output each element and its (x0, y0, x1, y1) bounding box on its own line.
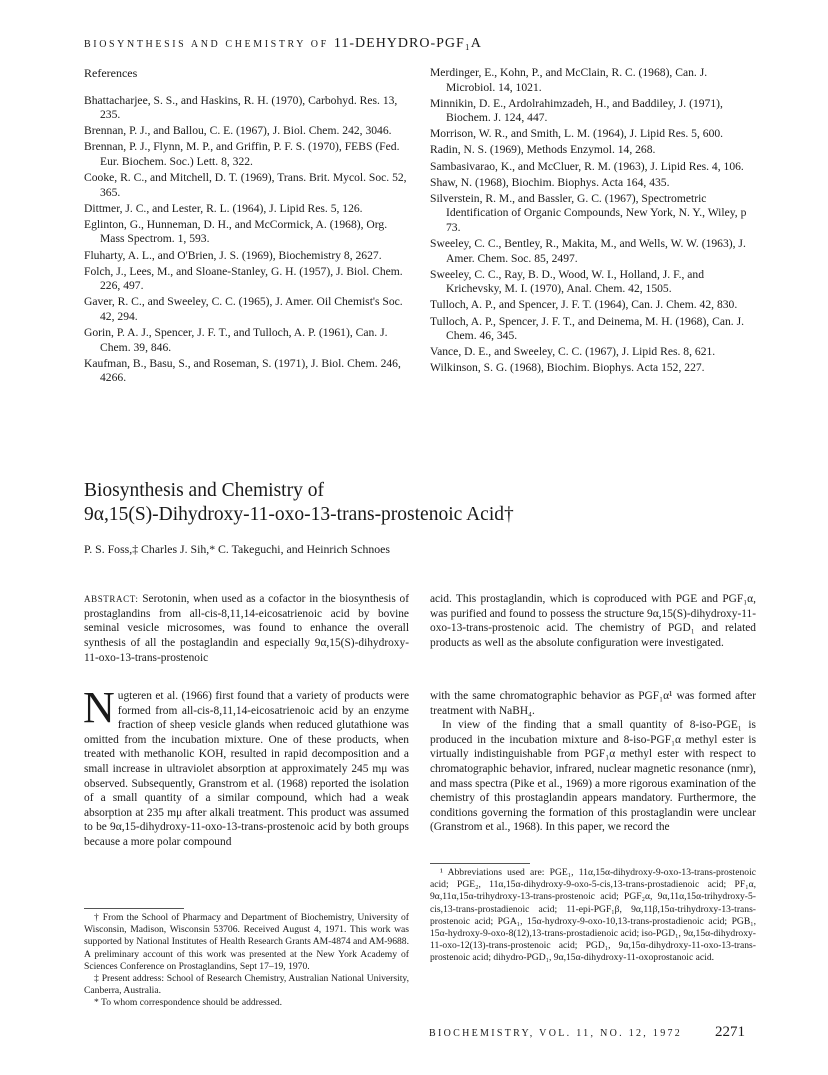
reference-entry: Dittmer, J. C., and Lester, R. L. (1964), J. Lipid Res. 5, 126. (84, 201, 363, 215)
running-head (84, 36, 482, 52)
article-title-line1: Biosynthesis and Chemistry of (84, 480, 324, 501)
reference-entry: Kaufman, B., Basu, S., and Roseman, S. (1971), J. Biol. Chem. 246, 4266. (84, 356, 401, 385)
article-title-line2: 9α,15(S)-Dihydroxy-11-oxo-13-trans-prostenoic Acid† (84, 504, 514, 525)
footnote: * To whom correspondence should be addressed. (94, 997, 283, 1009)
reference-entry: Minnikin, D. E., Ardolrahimzadeh, H., and Baddiley, J. (1971), Biochem. J. 124, 447. (430, 96, 723, 125)
body-right-column (430, 689, 756, 835)
footnotes-right (430, 867, 756, 965)
reference-entry: Fluharty, A. L., and O'Brien, J. S. (1969), Biochemistry 8, 2627. (84, 248, 382, 262)
running-head-compound: 11-DEHYDRO-PGF₁Α (333, 36, 482, 51)
reference-entry: Silverstein, R. M., and Bassler, G. C. (1967), Spectrometric Identification of Organic Compounds, New York, N. Y., Wiley, p 73. (430, 191, 747, 234)
reference-entry: Sambasivarao, K., and McCluer, R. M. (1963), J. Lipid Res. 4, 106. (430, 159, 744, 173)
abstract-left (84, 592, 409, 666)
abstract-right: acid. This prostaglandin, which is coproduced with PGE and PGF₁α, was purified and found to possess the structure 9α,15(S)-dihydroxy-11-oxo-13-trans-prostenoic acid. The chemistry of PGD₁ and related products as well as the absolute configuration were investigated. (430, 593, 756, 650)
reference-entry: Folch, J., Lees, M., and Sloane-Stanley, G. H. (1957), J. Biol. Chem. 226, 497. (84, 264, 403, 293)
abstract-text-left: Serotonin, when used as a cofactor in the biosynthesis of prostaglandins from all-cis-8,11,14-eicosatrienoic acid by bovine seminal vesicle microsomes, was found to enhance the overall synthesis of all the postaglandin and especially 9α,15(S)-dihydroxy-11-oxo-13-trans-prostenoic (84, 593, 409, 664)
reference-entry: Tulloch, A. P., and Spencer, J. F. T. (1964), Can. J. Chem. 42, 830. (430, 298, 738, 312)
references-right-column (430, 66, 756, 377)
article-title (84, 479, 764, 527)
reference-entry: Tulloch, A. P., Spencer, J. F. T., and Deinema, M. H. (1968), Can. J. Chem. 46, 345. (430, 314, 744, 343)
body-paragraph: In view of the finding that a small quantity of 8-iso-PGE₁ is produced in the incubation mixture and 8-iso-PGF₁α methyl ester is virtually indistinguishable from PGF₁α methyl ester with respect to chromatographic behavior, infrared, nuclear magnetic resonance (nmr), and mass spectra (Pike et al., 1969) a more rigorous examination of the chemistry of this prostaglandin appears mandatory. Furthermore, the conditions governing the formation of this prostaglandin were unclear (Granstrom et al., 1968). In this paper, we record the (430, 719, 756, 834)
abstract-label: ABSTRACT: (84, 594, 139, 604)
references-heading: References (84, 66, 138, 80)
body-paragraph (83, 683, 409, 850)
page-number: 2271 (715, 1024, 745, 1040)
reference-entry: Brennan, P. J., Flynn, M. P., and Griffin, P. F. S. (1970), FEBS (Fed. Eur. Biochem. Soc.) Lett. 8, 322. (84, 140, 400, 168)
footnotes-left (84, 912, 409, 1010)
footnote: † From the School of Pharmacy and Department of Biochemistry, University of Wisconsin, Madison, Wisconsin 53706. Received August 4, 1971. This work was supported by National Institutes of Health Research Grants AM-4874 and AM-9688. A preliminary account of this work was presented at the New York Academy of Sciences Conference on Prostaglandins, Sept 17–19, 1970. (84, 912, 409, 972)
running-head-text: BIOSYNTHESIS AND CHEMISTRY OF (84, 39, 329, 50)
reference-entry: Sweeley, C. C., Bentley, R., Makita, M., and Wells, W. W. (1963), J. Amer. Chem. Soc. 85, 2497. (430, 237, 746, 265)
reference-entry: Wilkinson, S. G. (1968), Biochim. Biophys. Acta 152, 227. (430, 361, 705, 375)
reference-entry: Cooke, R. C., and Mitchell, D. T. (1969), Trans. Brit. Mycol. Soc. 52, 365. (84, 171, 407, 199)
body-paragraph-text: ugteren et al. (1966) first found that a variety of products were formed from all-cis-8,11,14-eicosatrienoic acid by an enzyme fraction of sheep vesicle glands when reduced glutathione was omitted from the incubation mixture. One of these products, when treated with methanolic KOH, resulted in rapid decomposition and a small increase in ultraviolet absorption at approximately 245 mμ was observed. Subsequently, Granstrom et al. (1968) reported the isolation of a small quantity of a similar compound, which had a weak absorption at 235 mμ after alkali treatment. This product was assumed to be 9α,15-dihydroxy-11-oxo-13-trans-prostenoic acid by both groups because a more polar compound (84, 690, 409, 848)
reference-entry: Brennan, P. J., and Ballou, C. E. (1967), J. Biol. Chem. 242, 3046. (84, 124, 392, 138)
reference-entry: Vance, D. E., and Sweeley, C. C. (1967), J. Lipid Res. 8, 621. (430, 345, 716, 359)
footnote-rule-left (84, 908, 184, 909)
reference-entry: Merdinger, E., Kohn, P., and McClain, R. C. (1968), Can. J. Microbiol. 14, 1021. (430, 66, 708, 94)
footnote-rule-right (430, 863, 530, 864)
reference-entry: Bhattacharjee, S. S., and Haskins, R. H. (1970), Carbohyd. Res. 13, 235. (84, 93, 398, 122)
reference-entry: Radin, N. S. (1969), Methods Enzymol. 14, 268. (430, 143, 656, 157)
reference-entry: Eglinton, G., Hunneman, D. H., and McCormick, A. (1968), Org. Mass Spectrom. 1, 593. (84, 217, 388, 246)
body-left-column (83, 683, 409, 850)
reference-entry: Shaw, N. (1968), Biochim. Biophys. Acta 164, 435. (430, 175, 670, 189)
footnote: ‡ Present address: School of Research Chemistry, Australian National University, Canberra, Australia. (84, 973, 409, 997)
reference-entry: Gaver, R. C., and Sweeley, C. C. (1965), J. Amer. Oil Chemist's Soc. 42, 294. (84, 295, 403, 323)
article-authors: P. S. Foss,‡ Charles J. Sih,* C. Takeguchi, and Heinrich Schnoes (84, 542, 390, 556)
drop-cap: N (83, 683, 115, 732)
body-paragraph: with the same chromatographic behavior as PGF₁α¹ was formed after treatment with NaBH₄. (430, 690, 756, 717)
reference-entry: Sweeley, C. C., Ray, B. D., Wood, W. I., Holland, J. F., and Krichevsky, M. I. (1970), Anal. Chem. 42, 1505. (430, 267, 705, 296)
footnote-abbreviations: ¹ Abbreviations used are: PGE₁, 11α,15α-dihydroxy-9-oxo-13-trans-prostenoic acid; PGE₂, 11α,15α-dihydroxy-9-oxo-5-cis,13-trans-prostadienoic acid; PF₁α, 9α,11α,15α-trihydroxy-13-trans-prostenoic acid; PGF₂α, 9α,11α,15α-trihydroxy-5-cis,13-trans-prostadienoic acid; 11-epi-PGF₁β, 9α,11β,15α-trihydroxy-13-trans-prostenoic acid; PGA₁, 15α-hydroxy-9-oxo-10,13-trans-prostadienoic acid; PGB₁, 15α-hydroxy-9-oxo-8(12),13-trans-prostadienoic acid; iso-PGD₁, 9α,15α-dihydroxy-11-oxo-12(13)-trans-prostenoic acid; PGD₁, 9α,15α-dihydroxy-11-oxo-13-trans-prostenoic acid; dihydro-PGD₁, 9α,15α-dihydroxy-11-oxoprostanoic acid. (430, 867, 756, 964)
reference-entry: Morrison, W. R., and Smith, L. M. (1964), J. Lipid Res. 5, 600. (430, 127, 724, 141)
references-left-column (84, 66, 409, 387)
reference-entry: Gorin, P. A. J., Spencer, J. F. T., and Tulloch, A. P. (1961), Can. J. Chem. 39, 846. (84, 326, 388, 354)
journal-footer: BIOCHEMISTRY, VOL. 11, NO. 12, 1972 (429, 1028, 683, 1039)
